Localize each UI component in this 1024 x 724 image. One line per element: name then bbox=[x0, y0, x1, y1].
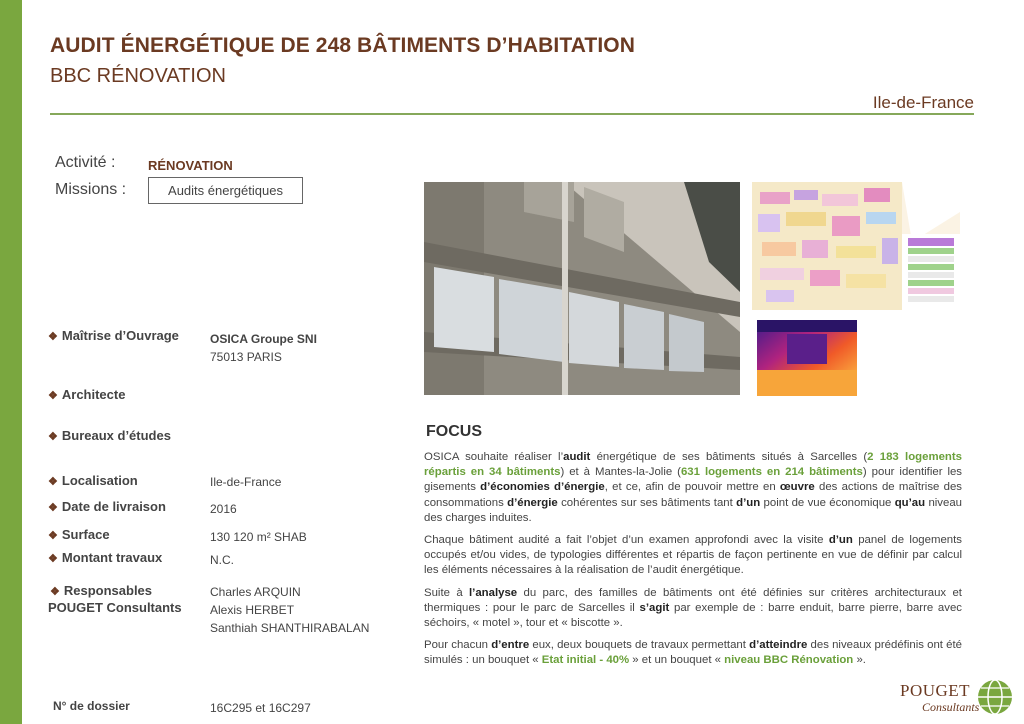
text-span-bold: qu’au bbox=[894, 496, 926, 509]
activity-label: Activité : bbox=[55, 154, 116, 171]
text-span: point de vue économique bbox=[760, 496, 895, 509]
activity-value: RÉNOVATION bbox=[148, 158, 233, 173]
globe-icon bbox=[976, 678, 1014, 716]
text-span: par exemple de : barre enduit, barre pierre, barre avec séchoirs, « motel », tour et « biscotte ». bbox=[424, 601, 962, 630]
info-label-localisation bbox=[48, 473, 138, 488]
thermal-image bbox=[757, 320, 857, 396]
text-span: Suite à bbox=[424, 586, 470, 599]
info-value-line: Charles ARQUIN bbox=[210, 585, 301, 599]
text-span: eux, deux bouquets de travaux permettant bbox=[529, 639, 750, 652]
focus-paragraph bbox=[424, 450, 962, 526]
text-span: Pour chacun bbox=[424, 639, 492, 652]
info-value-maitrise bbox=[210, 330, 317, 366]
info-value-line: 75013 PARIS bbox=[210, 350, 282, 364]
info-value-line: OSICA Groupe SNI bbox=[210, 332, 317, 346]
text-span: énergétique de ses bâtiments situés à Sarcelles ( bbox=[590, 451, 868, 463]
info-label-montant bbox=[48, 550, 162, 565]
text-span: Chaque bâtiment audité a fait l’objet d’un examen approfondi avec la visite bbox=[424, 534, 829, 547]
focus-title: FOCUS bbox=[426, 423, 482, 440]
page-subtitle: BBC RÉNOVATION bbox=[50, 65, 226, 87]
info-value-line: Alexis HERBET bbox=[210, 603, 295, 617]
text-span: ) pour identifier les gisements bbox=[424, 466, 963, 494]
text-span-bold: d’un bbox=[828, 534, 853, 547]
header-divider bbox=[50, 113, 974, 115]
info-value-montant: N.C. bbox=[210, 553, 234, 567]
diamond-bullet-icon: ❖ bbox=[48, 476, 58, 488]
info-label-text: Maîtrise d’Ouvrage bbox=[61, 328, 179, 343]
text-span-bold: audit bbox=[563, 451, 591, 463]
info-value-date: 2016 bbox=[210, 502, 237, 516]
info-label-text: POUGET Consultants bbox=[48, 600, 182, 615]
text-span-highlight: 631 logements en 214 bâtiments bbox=[680, 466, 863, 479]
diamond-bullet-icon: ❖ bbox=[48, 331, 58, 343]
info-label-maitrise bbox=[48, 328, 179, 343]
pouget-logo bbox=[890, 676, 1016, 720]
text-span-bold: d’un bbox=[736, 496, 761, 509]
site-plan-map bbox=[752, 182, 960, 310]
info-label-text: Architecte bbox=[61, 387, 126, 402]
info-label-architecte bbox=[48, 387, 125, 402]
diamond-bullet-icon: ❖ bbox=[48, 502, 58, 514]
info-value-line: Santhiah SHANTHIRABALAN bbox=[210, 621, 370, 635]
page-title: AUDIT ÉNERGÉTIQUE DE 248 BÂTIMENTS D’HABITATION bbox=[50, 34, 635, 57]
text-span: » et un bouquet « bbox=[629, 654, 725, 667]
text-span: cohérentes sur ses bâtiments tant bbox=[557, 496, 737, 509]
text-span-highlight: 2 183 logements répartis en 34 bâtiments bbox=[424, 451, 962, 479]
text-span: des actions de maîtrise des consommations bbox=[424, 481, 962, 509]
text-span-bold: s’agit bbox=[639, 601, 670, 614]
text-span-bold: d’économies d’énergie bbox=[480, 481, 605, 494]
text-span: OSICA souhaite réaliser l’ bbox=[424, 451, 564, 463]
focus-text bbox=[424, 450, 962, 676]
diamond-bullet-icon: ❖ bbox=[48, 390, 58, 402]
info-value-localisation: Ile-de-France bbox=[210, 475, 282, 489]
text-span: ». bbox=[853, 654, 866, 667]
info-label-text: Bureaux d’études bbox=[61, 428, 171, 443]
info-value-surface: 130 120 m² SHAB bbox=[210, 530, 307, 544]
text-span-bold: œuvre bbox=[779, 481, 815, 494]
left-accent-bar bbox=[0, 0, 22, 724]
text-span: des niveaux prédéfinis ont été simulés : un bouquet « bbox=[424, 639, 962, 667]
info-label-bureaux bbox=[48, 428, 171, 443]
info-label-text: Responsables bbox=[63, 583, 153, 598]
info-label-date bbox=[48, 499, 166, 514]
logo-text-main: POUGET bbox=[900, 681, 971, 700]
diamond-bullet-icon: ❖ bbox=[48, 431, 58, 443]
info-label-surface bbox=[48, 527, 110, 542]
text-span: du parc, des familles de bâtiments ont été définies sur critères architecturaux et thermiques : pour le parc de Sarcelles il bbox=[424, 586, 962, 614]
text-span-bold: d’atteindre bbox=[749, 639, 808, 652]
diamond-bullet-icon: ❖ bbox=[48, 530, 58, 542]
text-span: niveau des charges induites. bbox=[424, 496, 963, 524]
focus-paragraph bbox=[424, 533, 962, 579]
text-span-highlight: niveau BBC Rénovation bbox=[724, 654, 854, 667]
text-span: panel de logements occupés et/ou vides, de typologies différentes et répartis de façon pertinente en vue de définir par calcul les éléments nécessaires à la réalisation de l’audit énergétique. bbox=[424, 534, 962, 577]
info-label-text: Montant travaux bbox=[61, 550, 163, 565]
text-span: , et ce, afin de pouvoir mettre en bbox=[604, 481, 780, 494]
text-span-bold: l’analyse bbox=[469, 586, 518, 599]
text-span: ) et à Mantes-la-Jolie ( bbox=[560, 466, 681, 479]
info-label-responsables bbox=[48, 583, 182, 616]
diamond-bullet-icon: ❖ bbox=[50, 586, 60, 598]
text-span-bold: d’entre bbox=[491, 639, 530, 652]
info-label-text: Localisation bbox=[61, 473, 138, 488]
missions-value-box: Audits énergétiques bbox=[148, 177, 303, 204]
region-label: Ile-de-France bbox=[872, 93, 974, 112]
diamond-bullet-icon: ❖ bbox=[48, 553, 58, 565]
text-span-bold: d’énergie bbox=[507, 496, 558, 509]
info-value-responsables bbox=[210, 583, 369, 637]
dossier-label: N° de dossier bbox=[53, 699, 130, 713]
info-label-text: Surface bbox=[61, 527, 110, 542]
missions-label: Missions : bbox=[55, 181, 127, 198]
logo-text-sub: Consultants bbox=[922, 700, 980, 714]
focus-paragraph bbox=[424, 638, 962, 668]
dossier-value: 16C295 et 16C297 bbox=[210, 701, 311, 715]
focus-paragraph bbox=[424, 586, 962, 632]
info-label-text: Date de livraison bbox=[61, 499, 166, 514]
building-photo bbox=[424, 182, 740, 395]
text-span-highlight: Etat initial - 40% bbox=[541, 654, 630, 667]
